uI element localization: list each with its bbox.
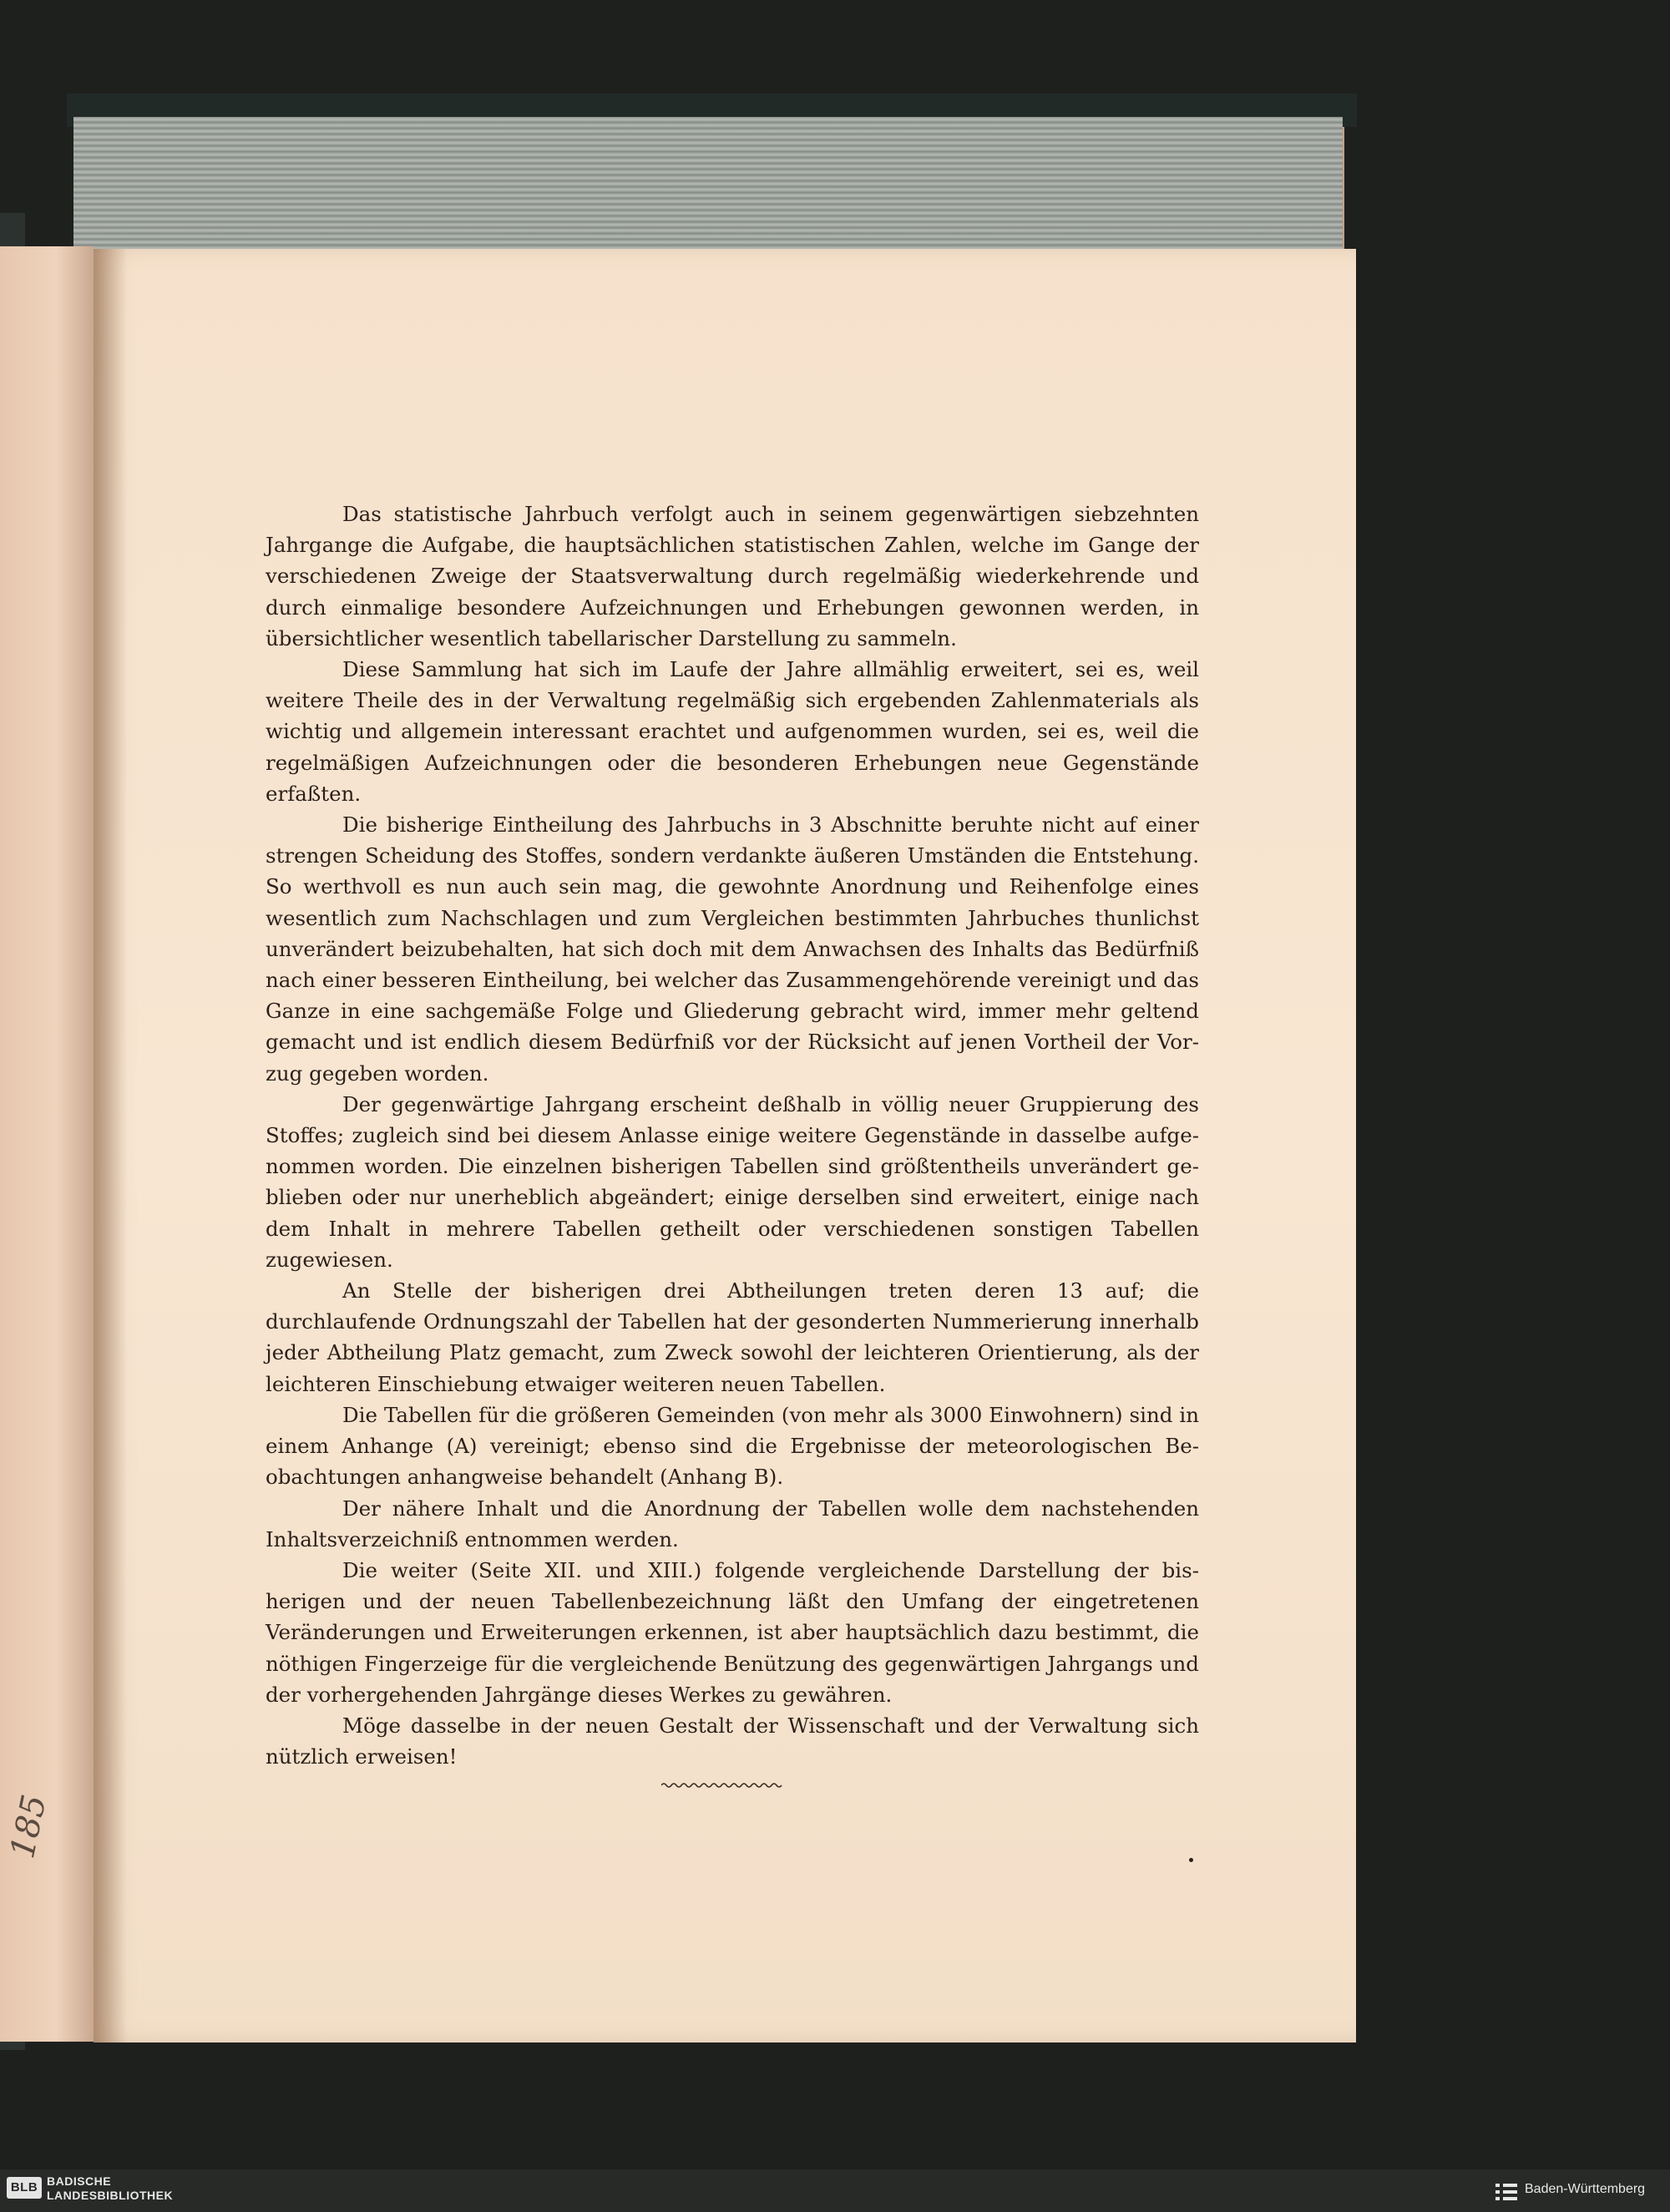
baden-wuerttemberg-emblem-icon [1495,2181,1518,2203]
paragraph-7: Der nähere Inhalt und die Anordnung der Tabellen wolle dem nachstehenden Inhaltsverzeichniß entnommen werden. [266,1496,1199,1551]
page-mark-dot [1189,1858,1193,1862]
page-text [266,499,1199,1772]
state-name: Baden-Württemberg [1525,2182,1646,2196]
blb-logo: BLB [7,2177,42,2199]
paragraph-1: Das statistische Jahrbuch verfolgt auch in seinem gegenwärtigen siebzehnten Jahrgange die Aufgabe, die hauptsächlichen statistischen Zahlen, welche im Gange der verschiedenen Zweige der Staatsverwaltung durch regelmäßig wiederkehrende und durch einmalige besondere Aufzeichnungen und Erhebungen gewonnen werden, in übersichtlicher wesentlich tabellarischer Darstellung zu sammeln. [266,502,1199,650]
ornamental-divider [661,1782,783,1789]
paragraph-4: Der gegenwärtige Jahrgang erscheint deßhalb in völlig neuer Gruppierung des Stoffes; zugleich sind bei diesem Anlasse einige weitere Gegenstände in dasselbe aufgenommen worden. Die einzelnen bisherigen Tabellen sind größtentheils unverändert geblieben oder nur unerheblich abgeändert; einige derselben sind erweitert, einige nach dem Inhalt in mehrere Tabellen getheilt oder verschiedenen sonstigen Tabellen zugewiesen. [266,1091,1199,1272]
paragraph-5: An Stelle der bisherigen drei Abtheilungen treten deren 13 auf; die durchlaufende Ordnungszahl der Tabellen hat der gesonderten Nummerierung innerhalb jeder Abtheilung Platz gemacht, zum Zweck sowohl der leichteren Orientierung, als der leichteren Einschiebung etwaiger weiteren neuen Tabellen. [266,1278,1199,1396]
paragraph-6: Die Tabellen für die größeren Gemeinden (von mehr als 3000 Einwohnern) sind in einem Anhange (A) vereinigt; ebenso sind die Ergebnisse der meteorologischen Beobachtungen anhangweise behandelt (Anhang B). [266,1402,1199,1490]
library-name [47,2174,173,2203]
library-name-line-1: BADISCHE [47,2174,112,2188]
paragraph-9: Möge dasselbe in der neuen Gestalt der Wissenschaft und der Verwaltung sich nützlich erweisen! [266,1713,1199,1769]
left-facing-page [0,246,94,2042]
library-name-line-2: LANDESBIBLIOTHEK [47,2189,174,2202]
paragraph-2: Diese Sammlung hat sich im Laufe der Jahre allmählig erweitert, sei es, weil weitere Theile des in der Verwaltung regelmäßig sich ergebenden Zahlenmaterials als wichtig und allgemein interessant erachtet und aufgenommen wurden, sei es, weil die regelmäßigen Aufzeichnungen oder die besonderen Erhebungen neue Gegenstände erfaßten. [266,657,1199,806]
handwritten-margin-note: 185 [3,1791,54,1862]
binding-gutter [94,249,127,2042]
footer-bar [0,2169,1670,2212]
paragraph-8: Die weiter (Seite XII. und XIII.) folgende vergleichende Darstellung der bisherigen und der neuen Tabellenbezeichnung läßt den Umfang der eingetretenen Veränderungen und Erweiterungen erkennen, ist aber hauptsächlich dazu bestimmt, die nöthigen Fingerzeige für die vergleichende Benützung des gegenwärtigen Jahrgangs und der vorhergehenden Jahrgänge dieses Werkes zu gewähren. [266,1557,1199,1707]
paragraph-3: Die bisherige Eintheilung des Jahrbuchs in 3 Abschnitte beruhte nicht auf einer strengen Scheidung des Stoffes, sondern verdankte äußeren Umständen die Entstehung. So werthvoll es nun auch sein mag, die gewohnte Anordnung und Reihenfolge eines wesentlich zum Nachschlagen und zum Vergleichen bestimmten Jahrbuches thunlichst unverändert beizubehalten, hat sich doch mit dem Anwachsen des Inhalts das Bedürfniß nach einer besseren Eintheilung, bei welcher das Zusammengehörende vereinigt und das Ganze in eine sachgemäße Folge und Gliederung gebracht wird, immer mehr geltend gemacht und ist endlich diesem Bedürfniß vor der Rücksicht auf jenen Vortheil der Vorzug gegeben worden. [266,812,1199,1086]
page-edges-stack [73,117,1343,262]
